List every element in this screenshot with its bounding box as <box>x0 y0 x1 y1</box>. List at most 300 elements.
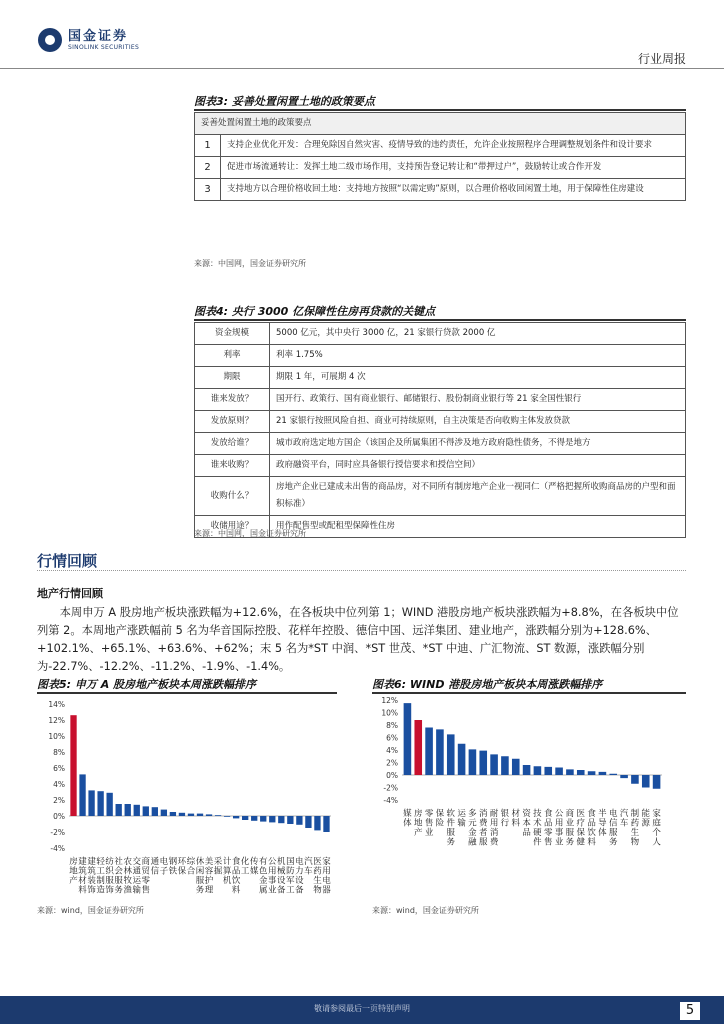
x-tick-label: 用 <box>489 818 499 829</box>
x-tick-label: 电 <box>159 857 169 867</box>
row-text: 利率 1.75% <box>270 345 686 367</box>
x-tick-label: 品 <box>231 866 241 877</box>
x-tick-label: 饮 <box>587 828 596 838</box>
section-divider <box>37 570 686 571</box>
bar <box>555 768 563 776</box>
x-tick-label: 业 <box>554 837 564 848</box>
y-tick-label: 4% <box>53 780 65 789</box>
row-text: 城市政府选定地方国企（该国企及所属集团不得涉及地方政府隐性债务，不得是地方 <box>270 433 686 455</box>
table-row <box>195 179 686 201</box>
x-tick-label: 人 <box>652 837 661 848</box>
logo-icon <box>38 28 62 52</box>
x-tick-label: 织 <box>105 866 114 877</box>
bar <box>653 775 661 789</box>
x-tick-label: 汽 <box>619 809 629 819</box>
x-tick-label: 服 <box>195 876 205 886</box>
bar <box>458 744 466 775</box>
bar <box>116 804 122 816</box>
x-tick-label: 容 <box>204 866 214 877</box>
figure4-title: 图表4: 央行 3000 亿保障性住房再贷款的关键点 <box>194 305 436 318</box>
x-tick-label: 食 <box>543 809 553 819</box>
y-tick-label: 0% <box>53 812 65 821</box>
x-tick-label: 家 <box>322 857 331 867</box>
x-tick-label: 事 <box>554 828 564 838</box>
x-tick-label: 事 <box>268 876 277 886</box>
x-tick-label: 售 <box>141 885 151 896</box>
x-tick-label: 品 <box>543 818 553 829</box>
bar <box>170 812 176 816</box>
x-tick-label: 药 <box>313 866 322 877</box>
row-label: 利率 <box>195 345 270 367</box>
bar <box>404 703 412 775</box>
x-tick-label: 疗 <box>576 818 586 829</box>
bar <box>642 775 650 788</box>
x-tick-label: 装 <box>87 876 96 886</box>
x-tick-label: 通 <box>150 857 160 867</box>
x-tick-label: 交 <box>132 857 142 867</box>
footer-disclaimer: 敬请参阅最后一页特别声明 <box>314 1004 410 1013</box>
x-tick-label: 多 <box>468 809 477 819</box>
x-tick-label: 术 <box>533 818 542 829</box>
x-tick-label: 械 <box>277 866 286 877</box>
bar <box>79 774 85 816</box>
x-tick-label: 资 <box>522 809 531 819</box>
figure3-rule <box>194 109 686 111</box>
x-tick-label: 设 <box>277 876 286 886</box>
y-tick-label: 8% <box>53 748 65 757</box>
bar <box>414 720 422 775</box>
page-number: 5 <box>680 1002 700 1020</box>
y-tick-label: 8% <box>386 721 398 730</box>
x-tick-label: 者 <box>478 828 488 838</box>
y-tick-label: -4% <box>50 844 65 853</box>
row-text: 促进市场流通转让：发挥土地二级市场作用，支持预告登记转让和“带押过户”，鼓励转让或合作开发 <box>221 157 686 179</box>
x-tick-label: 料 <box>587 837 596 848</box>
x-tick-label: 料 <box>511 818 521 829</box>
x-tick-label: 农 <box>123 857 132 867</box>
x-tick-label: 国 <box>286 857 295 867</box>
bar <box>143 806 149 816</box>
x-tick-label: 运 <box>457 809 466 819</box>
x-tick-label: 业 <box>424 828 434 838</box>
bar <box>588 771 596 775</box>
x-tick-label: 饮 <box>231 876 241 886</box>
table-row <box>195 135 686 157</box>
x-tick-label: 工 <box>240 866 250 877</box>
x-tick-label: 合 <box>186 866 196 877</box>
x-tick-label: 金 <box>468 828 477 838</box>
x-tick-label: 输 <box>132 885 142 896</box>
table-row <box>195 455 686 477</box>
x-tick-label: 食 <box>231 857 241 867</box>
x-tick-label: 备 <box>295 885 304 896</box>
x-tick-label: 本 <box>522 818 531 829</box>
x-tick-label: 用 <box>268 866 277 877</box>
section-title: 行情回顾 <box>37 552 98 570</box>
x-tick-label: 器 <box>322 885 331 896</box>
x-tick-label: 铁 <box>168 866 178 877</box>
x-tick-label: 材 <box>78 876 87 886</box>
row-text: 用作配售型或配租型保障性住房 <box>270 516 686 538</box>
y-tick-label: 4% <box>386 746 398 755</box>
x-tick-label: 保 <box>435 809 445 819</box>
bar <box>609 774 617 775</box>
x-tick-label: 工 <box>286 885 295 896</box>
x-tick-label: 件 <box>533 837 542 848</box>
x-tick-label: 社 <box>114 857 123 867</box>
row-label: 谁来发放？ <box>195 389 270 411</box>
x-tick-label: 化 <box>240 857 250 867</box>
x-tick-label: 物 <box>313 885 322 896</box>
bar <box>215 815 221 816</box>
bar <box>620 775 628 778</box>
x-tick-label: 材 <box>511 809 521 819</box>
chart5-source: 来源：wind，国金证券研究所 <box>37 906 144 915</box>
x-tick-label: 机 <box>277 857 286 867</box>
bar <box>479 751 487 775</box>
market-review-paragraph: 本周申万 A 股房地产板块涨跌幅为+12.6%，在各板块中位列第 1；WIND 港股房地产板块涨跌幅为+8.8%，在各板块中位列第 2。本周地产涨跌幅前 5 名为华音国际控股、花样年控股、德信中国、远洋集团、建业地产，涨跌幅分别为+128.6%、+102.1%、+65.1%、+63.6%、+62%；末 5 名为*ST 中润、*ST 世茂、*ST 中迪、广汇物流、ST 数源，涨跌幅分别为-22.7%、-12.2%、-11.2%、-1.9%、-1.4%。 <box>37 606 679 673</box>
table-row <box>195 345 686 367</box>
bar <box>599 772 607 775</box>
x-tick-label: 建 <box>87 857 96 867</box>
x-tick-label: 保 <box>177 866 187 877</box>
x-tick-label: 金 <box>258 876 268 886</box>
bar <box>70 715 76 816</box>
bar <box>566 769 574 775</box>
bar <box>278 816 284 823</box>
x-tick-label: 媒 <box>403 809 412 819</box>
bar <box>134 805 140 816</box>
header-divider <box>0 68 724 69</box>
x-tick-label: 理 <box>204 885 214 896</box>
y-tick-label: 6% <box>53 764 65 773</box>
x-tick-label: 信 <box>150 866 160 877</box>
x-tick-label: 服 <box>478 837 488 848</box>
x-tick-label: 钢 <box>168 857 178 867</box>
report-type: 行业周报 <box>637 52 686 66</box>
row-text: 5000 亿元，其中央行 3000 亿，21 家银行贷款 2000 亿 <box>270 323 686 345</box>
row-label: 发放给谁？ <box>195 433 270 455</box>
bar <box>97 791 103 816</box>
x-tick-label: 产 <box>69 876 78 886</box>
x-tick-label: 硬 <box>533 828 542 838</box>
x-tick-label: 商 <box>565 809 575 819</box>
bar <box>287 816 293 824</box>
bar <box>512 759 520 775</box>
x-tick-label: 会 <box>114 866 123 877</box>
x-tick-label: 用 <box>554 818 564 829</box>
x-tick-label: 渔 <box>123 885 132 896</box>
bar <box>631 775 639 784</box>
y-tick-label: 0% <box>386 771 398 780</box>
x-tick-label: 消 <box>489 828 499 838</box>
table-row <box>195 411 686 433</box>
x-tick-label: 物 <box>630 837 640 848</box>
bar <box>188 814 194 816</box>
x-tick-label: 用 <box>322 866 331 877</box>
x-tick-label: 导 <box>598 818 607 829</box>
x-tick-label: 汽 <box>304 857 313 867</box>
x-tick-label: 软 <box>446 809 456 819</box>
table-row <box>195 477 686 516</box>
x-tick-label: 闲 <box>195 866 205 877</box>
x-tick-label: 体 <box>598 828 607 838</box>
row-label: 谁来收购？ <box>195 455 270 477</box>
y-tick-label: 6% <box>386 733 398 743</box>
row-text: 支持地方以合理价格收回土地：支持地方按照“以需定购”原则，以合理价格收回闲置土地，用于保障性住房建设 <box>221 179 686 201</box>
chart5-svg <box>37 694 337 900</box>
x-tick-label: 色 <box>258 866 268 877</box>
x-tick-label: 有 <box>258 857 268 867</box>
x-tick-label: 备 <box>277 885 286 896</box>
x-tick-label: 医 <box>576 809 586 819</box>
x-tick-label: 业 <box>565 818 575 829</box>
bar <box>224 816 230 817</box>
x-tick-label: 休 <box>195 857 205 867</box>
x-tick-label: 综 <box>186 857 196 867</box>
bar <box>125 804 131 816</box>
y-tick-label: 10% <box>381 708 398 718</box>
row-label: 发放原则？ <box>195 411 270 433</box>
x-tick-label: 林 <box>123 866 132 877</box>
x-tick-label: 筑 <box>87 866 96 877</box>
figure3-header: 妥善处置闲置土地的政策要点 <box>195 113 686 135</box>
table-row <box>195 367 686 389</box>
x-tick-label: 食 <box>587 809 596 819</box>
x-tick-label: 品 <box>587 818 596 829</box>
x-tick-label: 生 <box>630 828 640 838</box>
logo-name-cn: 国金证券 <box>68 28 129 44</box>
x-tick-label: 商 <box>141 857 151 867</box>
row-label: 收储用途？ <box>195 516 270 538</box>
chart6-source: 来源：wind，国金证券研究所 <box>372 906 479 915</box>
x-tick-label: 银 <box>500 809 510 819</box>
bar <box>534 766 542 775</box>
bar <box>242 816 248 820</box>
x-tick-label: 服 <box>446 828 456 838</box>
x-tick-label: 消 <box>478 809 488 819</box>
x-tick-label: 车 <box>619 818 629 829</box>
row-number: 3 <box>195 179 221 201</box>
x-tick-label: 媒 <box>249 866 259 877</box>
x-tick-label: 制 <box>630 809 640 819</box>
x-tick-label: 饰 <box>105 885 114 896</box>
bar <box>436 729 444 775</box>
x-tick-label: 生 <box>313 876 322 886</box>
row-label: 期限 <box>195 367 270 389</box>
x-tick-label: 护 <box>204 876 214 886</box>
table-row <box>195 389 686 411</box>
bar <box>490 754 498 775</box>
bar <box>469 749 477 775</box>
x-tick-label: 药 <box>630 818 640 829</box>
figure4-rule <box>194 319 686 321</box>
y-tick-label: -4% <box>383 796 398 805</box>
row-text: 房地产企业已建成未出售的商品房，对不同所有制房地产企业一视同仁（严格把握所收购商品房的户型和面积标准） <box>270 477 686 516</box>
company-logo <box>38 28 139 52</box>
x-tick-label: 采 <box>213 857 223 867</box>
bar <box>161 810 167 816</box>
bar <box>305 816 311 828</box>
row-label: 资金规模 <box>195 323 270 345</box>
x-tick-label: 元 <box>468 818 477 829</box>
table-row <box>195 433 686 455</box>
x-tick-label: 计 <box>222 857 232 867</box>
x-tick-label: 产 <box>413 828 423 838</box>
x-tick-label: 子 <box>159 866 169 877</box>
x-tick-label: 个 <box>652 828 661 838</box>
page-footer <box>0 996 724 1024</box>
x-tick-label: 务 <box>114 885 123 896</box>
bar <box>523 765 531 775</box>
x-tick-label: 电 <box>608 809 618 819</box>
x-tick-label: 纺 <box>105 857 114 867</box>
x-tick-label: 技 <box>533 809 542 819</box>
x-tick-label: 务 <box>195 885 205 896</box>
x-tick-label: 服 <box>565 828 575 838</box>
x-tick-label: 输 <box>457 818 466 829</box>
x-tick-label: 轻 <box>96 857 105 867</box>
x-tick-label: 服 <box>608 828 618 838</box>
x-tick-label: 费 <box>478 818 488 829</box>
bar <box>314 816 320 830</box>
row-text: 政府融资平台，同时应具备银行授信要求和授信空间） <box>270 455 686 477</box>
x-tick-label: 庭 <box>652 818 661 829</box>
figure3-title: 图表3: 妥善处置闲置土地的政策要点 <box>194 95 375 108</box>
row-number: 1 <box>195 135 221 157</box>
x-tick-label: 能 <box>641 809 651 819</box>
bar <box>544 767 552 775</box>
x-tick-label: 造 <box>96 885 105 896</box>
y-tick-label: 14% <box>48 700 65 709</box>
figure3-table <box>194 112 686 201</box>
x-tick-label: 务 <box>608 837 618 848</box>
bar <box>323 816 329 832</box>
x-tick-label: 零 <box>543 828 553 838</box>
bar <box>233 816 239 818</box>
x-tick-label: 件 <box>446 818 456 829</box>
table-row <box>195 323 686 345</box>
x-tick-label: 电 <box>295 857 304 867</box>
x-tick-label: 体 <box>403 818 412 829</box>
x-tick-label: 属 <box>258 885 268 896</box>
x-tick-label: 信 <box>608 818 618 829</box>
x-tick-label: 制 <box>96 876 105 886</box>
bar <box>501 756 509 775</box>
x-tick-label: 筑 <box>78 866 87 877</box>
x-tick-label: 饰 <box>87 885 96 896</box>
bar <box>106 793 112 816</box>
figure3-source: 来源：中国网，国金证券研究所 <box>194 259 306 268</box>
row-text: 国开行、政策行、国有商业银行、邮储银行、股份制商业银行等 21 家全国性银行 <box>270 389 686 411</box>
x-tick-label: 家 <box>652 809 661 819</box>
x-tick-label: 美 <box>204 857 214 867</box>
x-tick-label: 牧 <box>123 876 132 886</box>
x-tick-label: 运 <box>132 876 142 886</box>
x-tick-label: 务 <box>565 837 575 848</box>
row-text: 21 家银行按照风险自担、商业可持续原则，自主决策是否向收购主体发放贷款 <box>270 411 686 433</box>
x-tick-label: 零 <box>424 809 434 819</box>
y-tick-label: 10% <box>48 732 65 741</box>
x-tick-label: 费 <box>489 837 499 848</box>
bar <box>179 813 185 816</box>
x-tick-label: 车 <box>304 866 313 877</box>
figure4-table <box>194 322 686 538</box>
row-number: 2 <box>195 157 221 179</box>
x-tick-label: 机 <box>222 876 232 886</box>
x-tick-label: 力 <box>295 866 304 877</box>
y-tick-label: 2% <box>386 758 398 768</box>
row-text: 期限 1 年，可展期 4 次 <box>270 367 686 389</box>
x-tick-label: 通 <box>132 866 142 877</box>
x-tick-label: 医 <box>313 857 322 867</box>
x-tick-label: 公 <box>268 857 277 867</box>
x-tick-label: 耐 <box>489 809 499 819</box>
x-tick-label: 服 <box>105 876 114 886</box>
bar <box>197 814 203 816</box>
x-tick-label: 半 <box>598 809 607 819</box>
x-tick-label: 环 <box>177 857 187 867</box>
table-row <box>195 157 686 179</box>
bar <box>296 816 302 825</box>
x-tick-label: 设 <box>295 876 304 886</box>
x-tick-label: 电 <box>322 876 331 886</box>
x-tick-label: 地 <box>69 866 78 877</box>
x-tick-label: 地 <box>413 818 423 829</box>
y-tick-label: 12% <box>48 716 65 725</box>
x-tick-label: 保 <box>576 828 586 838</box>
figure4-source: 来源：中国网，国金证券研究所 <box>194 529 306 538</box>
row-label: 收购什么？ <box>195 477 270 516</box>
x-tick-label: 业 <box>268 885 277 896</box>
bar <box>577 770 585 775</box>
bar <box>447 734 455 775</box>
x-tick-label: 防 <box>286 866 295 877</box>
x-tick-label: 料 <box>78 885 87 896</box>
x-tick-label: 行 <box>500 818 510 829</box>
x-tick-label: 料 <box>231 885 241 896</box>
x-tick-label: 掘 <box>213 866 223 877</box>
bar <box>206 814 212 816</box>
y-tick-label: -2% <box>50 828 65 837</box>
x-tick-label: 品 <box>522 828 531 838</box>
bar <box>251 816 257 821</box>
bar <box>88 790 94 816</box>
chart5-title: 图表5: 申万 A 股房地产板块本周涨跌幅排序 <box>37 678 257 691</box>
x-tick-label: 传 <box>249 857 259 867</box>
x-tick-label: 算 <box>222 866 232 877</box>
bar <box>152 807 158 816</box>
x-tick-label: 建 <box>78 857 87 867</box>
section-subtitle: 地产行情回顾 <box>37 587 103 600</box>
x-tick-label: 务 <box>446 837 456 848</box>
x-tick-label: 源 <box>641 818 651 829</box>
x-tick-label: 售 <box>543 837 553 848</box>
chart6-title: 图表6: WIND 港股房地产板块本周涨跌幅排序 <box>372 678 603 691</box>
y-tick-label: 2% <box>53 796 65 805</box>
row-text: 支持企业优化开发：合理免除因自然灾害、疫情导致的违约责任，允许企业按照程序合理调整规划条件和设计要求 <box>221 135 686 157</box>
x-tick-label: 售 <box>424 818 434 829</box>
x-tick-label: 险 <box>435 818 445 829</box>
x-tick-label: 服 <box>114 876 123 886</box>
bar <box>260 816 266 822</box>
x-tick-label: 贸 <box>141 866 151 877</box>
x-tick-label: 零 <box>141 876 151 886</box>
x-tick-label: 融 <box>468 837 477 848</box>
x-tick-label: 工 <box>96 866 105 877</box>
logo-name-en: SINOLINK SECURITIES <box>68 43 140 51</box>
x-tick-label: 健 <box>576 837 586 848</box>
